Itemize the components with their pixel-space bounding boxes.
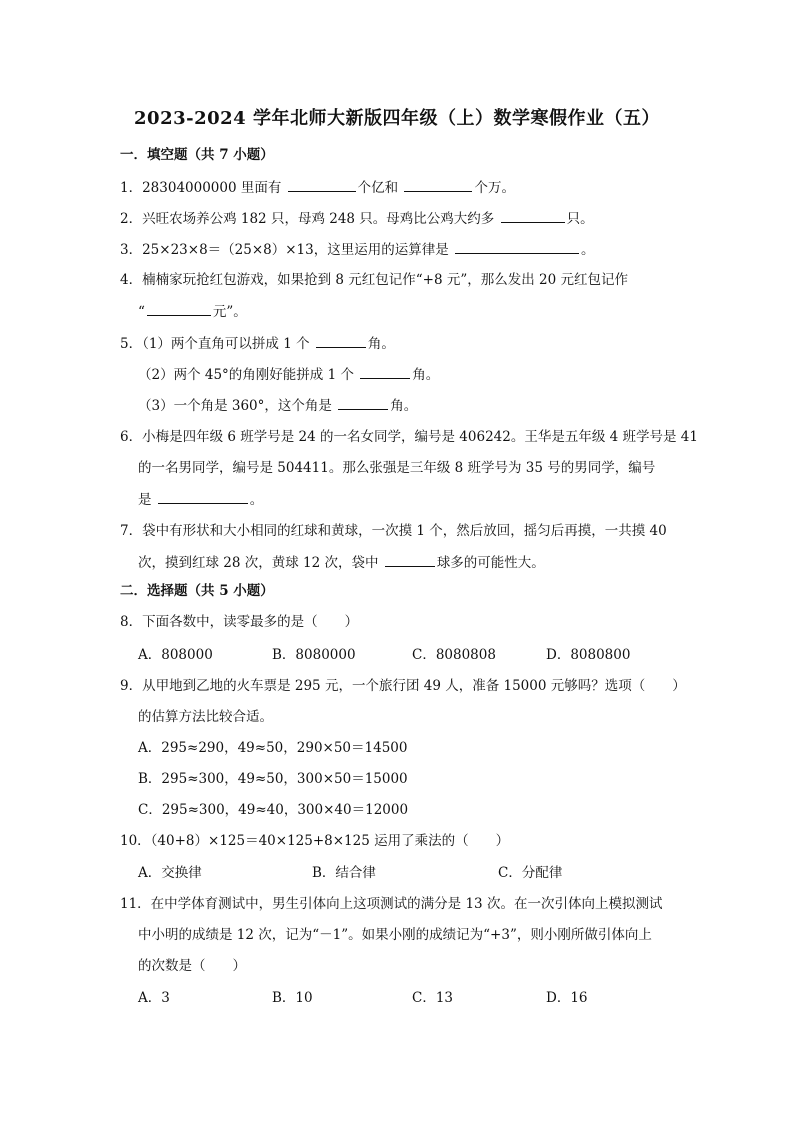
q2-blank[interactable]	[501, 209, 565, 223]
question-8-stem: 8．下面各数中，读零最多的是（ ）	[120, 614, 359, 630]
q1-text-c: 个万。	[474, 180, 515, 196]
q4-blank[interactable]	[147, 302, 211, 316]
q11-option-c[interactable]: C．13	[412, 990, 454, 1006]
q7-text-b: 球多的可能性大。	[436, 555, 545, 571]
question-6-line-3	[138, 490, 263, 509]
section-multiple-choice-heading: 二．选择题（共 5 小题）	[120, 583, 274, 599]
question-7-line-2	[138, 553, 545, 572]
q5-1-text: 5．（1）两个直角可以拼成 1 个	[120, 336, 314, 352]
q5-2-tail: 角。	[412, 367, 440, 383]
question-10-stem: 10．（40+8）×125＝40×125+8×125 运用了乘法的（ ）	[120, 833, 510, 849]
question-6-line-2: 的一名男同学，编号是 504411。那么张强是三年级 8 班学号为 35 号的男同学，编号	[138, 460, 656, 476]
q11-option-a[interactable]: A．3	[138, 990, 170, 1006]
q4-text-c: 元”。	[212, 304, 247, 320]
q11-option-b[interactable]: B．10	[272, 990, 313, 1006]
question-7-line-1: 7．袋中有形状和大小相同的红球和黄球，一次摸 1 个，然后放回，摇匀后再摸，一共摸 40	[120, 523, 667, 539]
q3-text-b: 。	[581, 242, 595, 258]
question-3	[120, 240, 595, 259]
question-2	[120, 209, 594, 228]
q10-option-c[interactable]: C．分配律	[498, 865, 563, 881]
q8-option-c[interactable]: C．8080808	[412, 647, 496, 663]
q10-option-a[interactable]: A．交换律	[138, 865, 202, 881]
q1-blank-wan[interactable]	[404, 178, 472, 192]
q1-text-a: 1．28304000000 里面有	[120, 180, 286, 196]
q3-blank[interactable]	[455, 240, 579, 254]
question-11-line-2: 中小明的成绩是 12 次，记为“－1”。如果小刚的成绩记为“+3”，则小刚所做引体向上	[138, 927, 652, 943]
q6-text-a: 是	[138, 492, 156, 508]
q8-option-d[interactable]: D．8080800	[546, 647, 631, 663]
question-6-line-1: 6．小梅是四年级 6 班学号是 24 的一名女同学，编号是 406242。王华是五年级 4 班学号是 41	[120, 429, 698, 445]
q5-3-blank[interactable]	[338, 396, 388, 410]
q2-text-b: 只。	[566, 211, 594, 227]
q4-text-b: “	[138, 304, 145, 320]
q5-1-tail: 角。	[367, 336, 395, 352]
question-9-line-2: 的估算方法比较合适。	[138, 709, 273, 725]
q5-3-text: （3）一个角是 360°，这个角是	[138, 398, 337, 414]
question-5-part-1	[120, 334, 395, 353]
q2-text-a: 2．兴旺农场养公鸡 182 只，母鸡 248 只。母鸡比公鸡大约多	[120, 211, 499, 227]
q5-1-blank[interactable]	[316, 334, 366, 348]
page-title: 2023-2024 学年北师大新版四年级（上）数学寒假作业（五）	[134, 108, 660, 129]
q8-option-b[interactable]: B．8080000	[272, 647, 356, 663]
q5-3-tail: 角。	[390, 398, 418, 414]
q1-blank-yi[interactable]	[288, 178, 356, 192]
q7-blank[interactable]	[385, 553, 435, 567]
q10-option-b[interactable]: B．结合律	[312, 865, 376, 881]
q6-blank[interactable]	[158, 490, 248, 504]
q7-text-a: 次，摸到红球 28 次，黄球 12 次，袋中	[138, 555, 383, 571]
question-1	[120, 178, 515, 197]
question-4-line-2	[138, 302, 247, 321]
q9-option-a[interactable]: A．295≈290，49≈50，290×50＝14500	[138, 740, 408, 756]
question-5-part-2	[138, 365, 439, 384]
question-11-line-3: 的次数是（ ）	[138, 958, 246, 974]
q9-option-b[interactable]: B．295≈300，49≈50，300×50＝15000	[138, 771, 408, 787]
q5-2-blank[interactable]	[360, 365, 410, 379]
q5-2-text: （2）两个 45°的角刚好能拼成 1 个	[138, 367, 359, 383]
q3-text-a: 3．25×23×8＝（25×8）×13，这里运用的运算律是	[120, 242, 454, 258]
question-5-part-3	[138, 396, 417, 415]
question-9-line-1: 9．从甲地到乙地的火车票是 295 元，一个旅行团 49 人，准备 15000 元够吗？选项（ ）	[120, 678, 686, 694]
section-fill-blank-heading: 一．填空题（共 7 小题）	[120, 147, 274, 163]
q11-option-d[interactable]: D．16	[546, 990, 588, 1006]
q8-option-a[interactable]: A．808000	[138, 647, 213, 663]
question-11-line-1: 11．在中学体育测试中，男生引体向上这项测试的满分是 13 次。在一次引体向上模拟测试	[120, 896, 663, 912]
q1-text-b: 个亿和	[357, 180, 403, 196]
q6-text-b: 。	[249, 492, 264, 508]
q9-option-c[interactable]: C．295≈300，49≈40，300×40＝12000	[138, 802, 409, 818]
question-4-line-1: 4．楠楠家玩抢红包游戏，如果抢到 8 元红包记作“+8 元”，那么发出 20 元红包记作	[120, 272, 629, 288]
